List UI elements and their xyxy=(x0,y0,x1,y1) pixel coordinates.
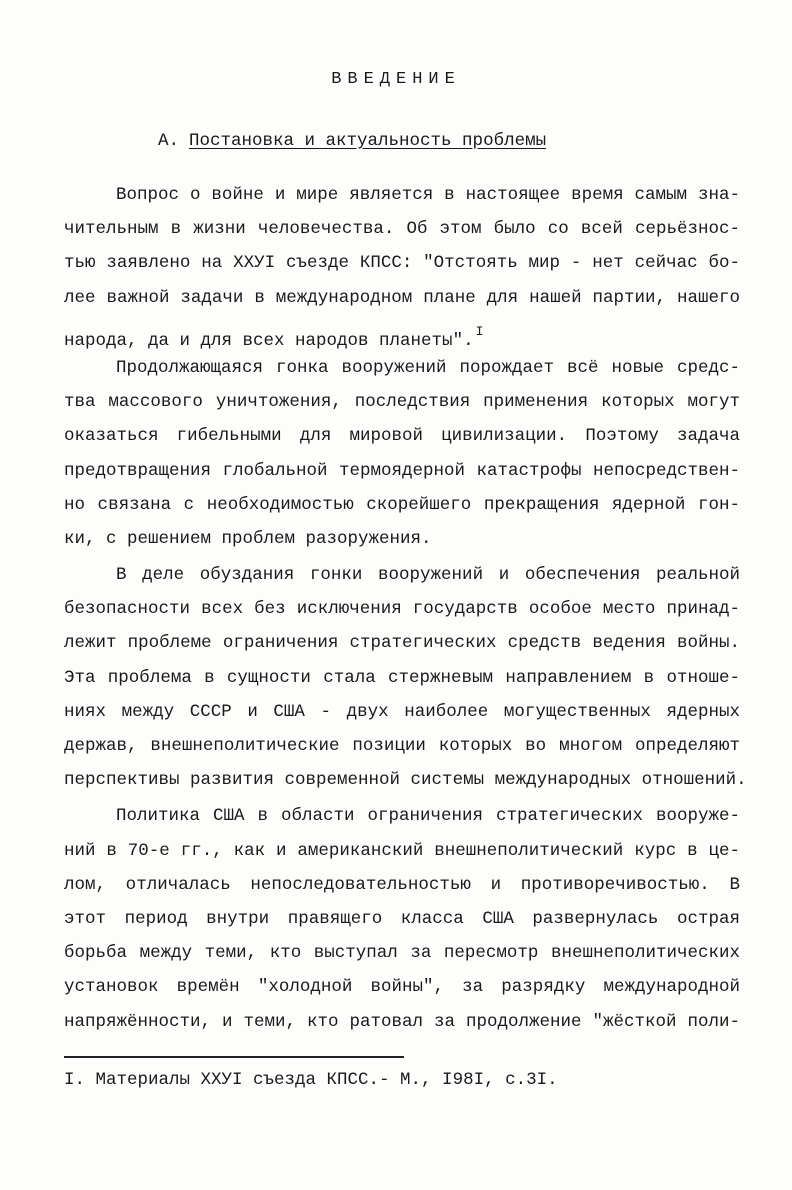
paragraph-line: ний в 70-е гг., как и американский внешнеполитический курс в це- xyxy=(64,840,740,861)
paragraph-line: перспективы развития современной системы международных отношений. xyxy=(64,770,747,791)
paragraph-line: борьба между теми, кто выступал за пересмотр внешнеполитических xyxy=(64,943,740,964)
paragraph-line xyxy=(64,315,740,349)
paragraph-line: но связана с необходимостью скорейшего прекращения ядерной гон- xyxy=(64,494,740,515)
paragraph-line: напряжённости, и теми, кто ратовал за продолжение "жёсткой поли- xyxy=(64,1011,740,1032)
paragraph-line: лежит проблеме ограничения стратегических средств ведения войны. xyxy=(64,633,740,654)
footnote-divider xyxy=(64,1056,404,1058)
paragraph-line: ниях между СССР и США - двух наиболее могущественных ядерных xyxy=(64,701,740,722)
paragraph-line: В деле обуздания гонки вооружений и обеспечения реальной xyxy=(116,565,740,586)
paragraph-line: Вопрос о войне и мире является в настоящее время самым зна- xyxy=(116,185,740,205)
paragraph-line: держав, внешнеполитические позиции которых во многом определяют xyxy=(64,736,740,756)
paragraph-line: тью заявлено на ХХУI съезде КПСС: "Отстоять мир - нет сейчас бо- xyxy=(64,253,740,274)
paragraph-line: лом, отличалась непоследовательностью и противоречивостью. В xyxy=(64,874,740,895)
paragraph-line: Продолжающаяся гонка вооружений порождает всё новые средс- xyxy=(116,357,740,378)
paragraph-line: чительным в жизни человечества. Об этом было со всей серьёзнос- xyxy=(64,219,740,240)
paragraph-line-text: народа, да и для всех народов планеты". xyxy=(64,330,474,351)
paragraph-line: тва массового уничтожения, последствия применения которых могут xyxy=(64,392,740,413)
paragraph-line: оказаться гибельными для мировой цивилизации. Поэтому задача xyxy=(64,426,740,447)
page-heading: ВВЕДЕНИЕ xyxy=(331,70,461,89)
footnote-mark: I xyxy=(475,323,484,339)
paragraph-line: Эта проблема в сущности стала стержневым направлением в отноше- xyxy=(64,667,740,688)
footnote-text: I. Материалы ХХУI съезда КПСС.- М., I98I, с.3I. xyxy=(64,1070,558,1090)
paragraph-line: Политика США в области ограничения стратегических вооруже- xyxy=(116,806,740,827)
section-label: А. xyxy=(158,131,180,151)
paragraph-line: безопасности всех без исключения государств особое место принад- xyxy=(64,599,740,620)
body-text xyxy=(64,178,747,1039)
paragraph-line: установок времён "холодной войны", за разрядку международной xyxy=(64,977,740,998)
paragraph-line: лее важной задачи в международном плане для нашей партии, нашего xyxy=(64,287,740,308)
section-heading xyxy=(158,131,546,151)
paragraph-line: предотвращения глобальной термоядерной катастрофы непосредствен- xyxy=(64,460,740,481)
section-title: Постановка и актуальность проблемы xyxy=(189,131,547,151)
paragraph-line: ки, с решением проблем разоружения. xyxy=(64,528,432,549)
paragraph-line: этот период внутри правящего класса США развернулась острая xyxy=(64,908,740,929)
